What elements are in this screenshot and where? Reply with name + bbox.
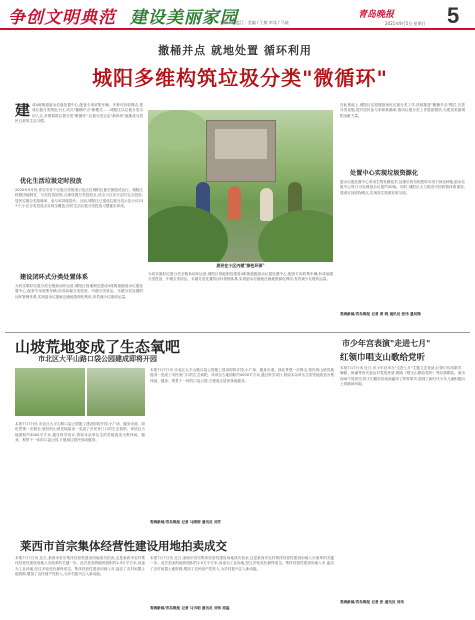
top-byline: 观海新闻/青岛晚报 记者 黄 晓 通讯员 张伟 遇昊锋	[340, 312, 421, 316]
news-photo	[148, 110, 333, 262]
body-under-photo: 为切实做好垃圾分类全链条闭环运营,城阳区因地制宜建成4座街道级厨余垃圾处置中心,配套专用收集车辆,形成前端分类投放、中端分类收运、末端分类处置的闭环管理体系,实现厨余垃圾就近就地资源化利用,有效减少垃圾转运量。	[148, 272, 333, 282]
left-byline: 观海新闻/青岛晚报 记者 马晓婷 通讯员 刘芳	[150, 520, 222, 524]
page-number: 5	[447, 3, 460, 28]
bottom-headline: 莱西市首宗集体经营性建设用地拍卖成交	[20, 539, 227, 553]
right-headline: 市少年宫表演"走进七月"	[342, 338, 431, 348]
bottom-body-col-1: 本报7月7日讯 近日,莱西市首宗集体经营性建设用地成功拍卖,这是莱西市农村集体经营性建设用地入市改革的关键一步。此次拍卖的地块面积约2.9万平方米,用途为工业用地,经过多轮竞价最终成交。集体经营性建设用地入市,盘活了农村闲置土地资源,增加了农民财产性收入,为乡村振兴注入新动能。	[15, 556, 145, 576]
right-subhead: 红领巾唱支山歌给党听	[340, 353, 426, 363]
left-body-col-2: 本报7月7日讯 市北区大平山路口袋公园施工建设即将开园,小广场、健身步道、绿化景观一应俱全,曾经的山坡荒地摇身一变成了市民家门口的生态氧吧。该项目占地面积约4000平方米,通过科学设计,将原本杂草丛生的荒地改造为集休闲、健身、观景于一体的口袋公园,方便周边居民休闲健身。	[150, 368, 334, 383]
body-col-2: 为切实做好垃圾分类全链条闭环运营,城阳区因地制宜建成4座街道级厨余垃圾处置中心,配套专用收集车辆,形成前端分类投放、中端分类收运、末端分类处置的闭环管理体系,实现厨余垃圾就近就地资源化利用,有效减少垃圾转运量。	[15, 284, 143, 299]
section-title: 争创文明典范 建设美丽家园	[8, 8, 238, 28]
left-headline: 山坡荒地变成了生态氧吧	[15, 338, 181, 356]
left-body: 本报7月7日讯 市北区大平山路口袋公园施工建设即将开园,小广场、健身步道、绿化景观一应俱全,曾经的山坡荒地摇身一变成了市民家门口的生态氧吧。该项目占地面积约4000平方米,通过科学设计,将原本杂草丛生的荒地改造为集休闲、健身、观景于一体的口袋公园,方便周边居民休闲健身。	[15, 422, 145, 442]
body-col-right-2: 厨余垃圾处置中心采用生物发酵技术,处理后的有机肥料可用于绿化种植,厨余垃圾中心每日可处理厨余垃圾约30吨。同时,城阳区大力推进可回收物体系建设,建成可回收物网点,实现再生资源应收尽收。	[340, 180, 465, 195]
section-divider	[5, 332, 470, 333]
left-subhead: 市北区大平山路口袋公园建成即将开园	[38, 355, 157, 363]
subhead-3: 处置中心实现垃圾资源化	[350, 170, 419, 177]
subhead-1: 优化生活垃圾定时投放	[20, 178, 82, 185]
photo-caption: 居民在小区内做"绿色环保"	[216, 263, 265, 268]
paper-name: 青岛晚报	[358, 10, 395, 20]
park-photo-2	[87, 368, 145, 416]
right-body: 本报7月7日讯 近日,市少年宫举办"走进七月"主题文艺表演,红领巾们用歌声、舞蹈、朗诵等形式表达对党的热爱,唱响《唱支山歌给党听》等经典歌曲。演出现场气氛热烈,孩子们精彩的表演赢得了阵阵掌声,展现了新时代少年儿童积极向上的精神风貌。	[340, 366, 465, 386]
park-photo-1	[15, 368, 85, 416]
editor-info: 要闻 / 总监江 · 美编 / 王敏 审读 / 马骁	[220, 20, 289, 25]
issue-date: 2021年9月5日 星期日	[385, 21, 426, 26]
bottom-body-col-2: 本报7月7日讯 近日,莱西市首宗集体经营性建设用地成功拍卖,这是莱西市农村集体经营性建设用地入市改革的关键一步。此次拍卖的地块面积约2.9万平方米,用途为工业用地,经过多轮竞价最终成交。集体经营性建设用地入市,盘活了农村闲置土地资源,增加了农民财产性收入,为乡村振兴注入新动能。	[150, 556, 334, 571]
subhead-2: 建设闭环式分类处置体系	[20, 274, 89, 281]
bottom-byline: 观海新闻/青岛晚报 记者 马书明 通讯员 刘伟 周磊	[150, 606, 230, 610]
masthead	[0, 0, 475, 30]
drop-cap: 建	[15, 103, 31, 119]
top-kicker: 撤桶并点 就地处置 循环利用	[158, 44, 312, 57]
body-col-1: 2020年9月份,青岛市首个垃圾分类街道示范点在城阳区夏庄街道试运行。城阳区按照因地制宜、分类投放原则,合理设置分类投放点,试点小区实行定时定点投放,居民垃圾分类知晓率、参与率持续提升。目前,城阳区已建成垃圾分类示范小区237个,小区分类投放点实现全覆盖,居民生活垃圾分类投放习惯逐步养成。	[15, 188, 143, 208]
right-byline: 观海新闻/青岛晚报 记者 张 通讯员 刘伟	[340, 600, 404, 604]
lead-paragraph: 建 成4座街道厨余垃圾处置中心,配备专用收集车辆、多种可回收网点,建成垃圾分类特色小区,试点"撤桶并点"新模式……城阳区以垃圾分类为切入点,多维构筑垃圾分类"微循环",垃圾分类正由"新时尚"逐渐成为居民日常的生活习惯。	[15, 103, 143, 123]
top-headline: 城阳多维构筑垃圾分类"微循环"	[92, 66, 388, 90]
body-col-right-1: 在此基础上,城阳区还将继续深化垃圾分类工作,持续推进"撤桶并点"模式,完善分类设施,提升居民参与率和准确率,推动垃圾分类工作提质增效,为建设美丽城阳贡献力量。	[340, 103, 465, 118]
